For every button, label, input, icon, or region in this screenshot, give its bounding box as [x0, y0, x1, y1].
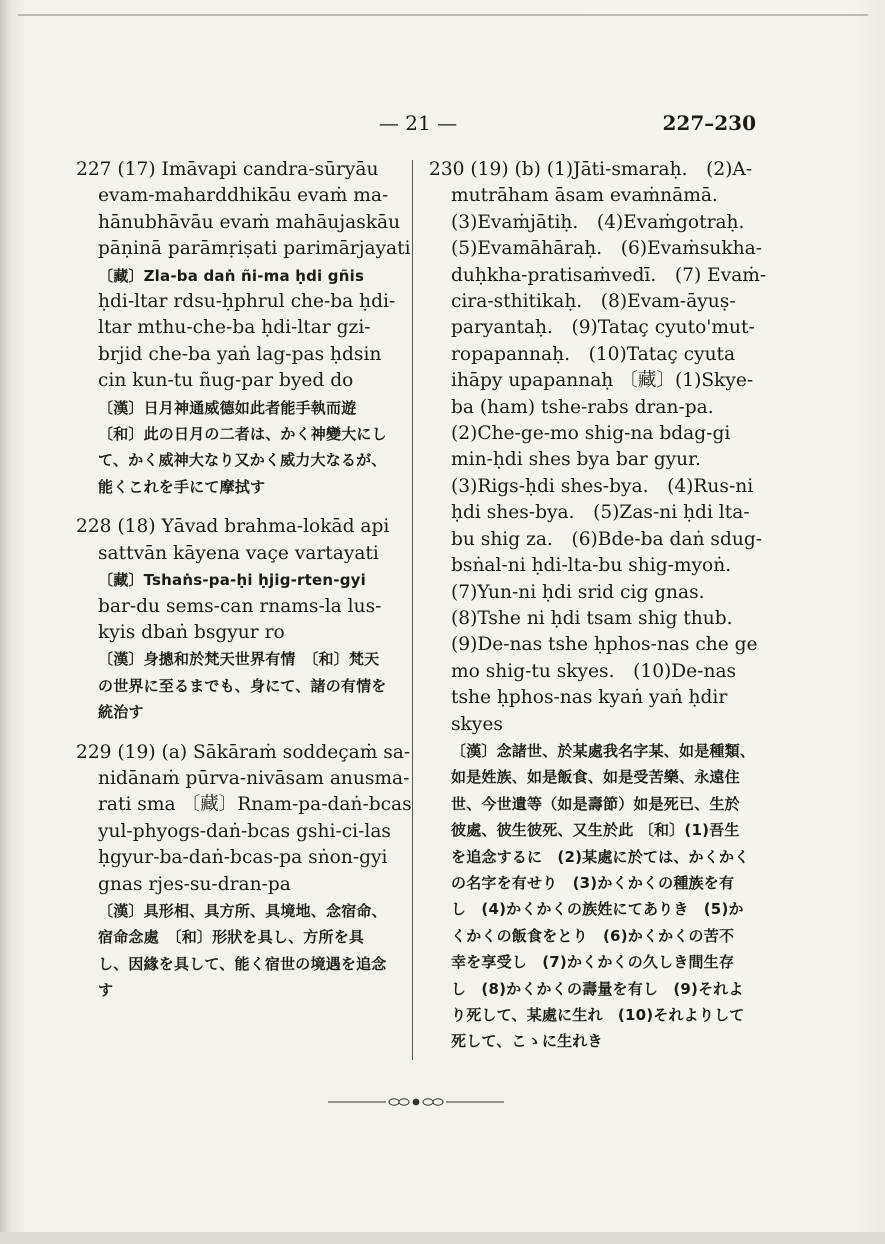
text-line: pāṇinā parāmṛiṣati parimārjayati — [98, 238, 411, 260]
text-line: bsṅal-ni ḥdi-lta-bu shig-myoṅ. — [451, 555, 732, 577]
text-line: し、因緣を具して、能く宿世の境遇を追念 — [98, 954, 387, 973]
text-line: nidānaṁ pūrva-nivāsam anusma- — [98, 767, 410, 789]
column-divider — [412, 160, 413, 1060]
text-line: 統治す — [98, 703, 144, 722]
text-line: ḥgyur-ba-daṅ-bcas-pa sṅon-gyi — [98, 847, 388, 869]
right-column — [429, 157, 767, 1055]
text-line: 幸を享受し (7)かくかくの久しき間生存 — [451, 953, 735, 972]
text-line: 230 (19) (b) (1)Jāti-smaraḥ. (2)A- — [429, 159, 753, 180]
page-number: — 21 — — [378, 111, 458, 135]
text-line: hānubhāvāu evaṁ mahāujaskāu — [98, 211, 401, 233]
text-line: yul-phyogs-daṅ-bcas gshi-ci-las — [98, 820, 391, 842]
text-line: gnas rjes-su-dran-pa — [98, 873, 291, 895]
text-line: ba (ham) tshe-rabs dran-pa. — [451, 396, 714, 418]
text-line: cira-sthitikaḥ. (8)Evam-āyuṣ- — [451, 291, 736, 313]
text-line: tshe ḥphos-nas kyaṅ yaṅ ḥdir — [451, 687, 728, 709]
text-line: bu shig za. (6)Bde-ba daṅ sdug- — [451, 528, 763, 550]
text-line: 〔藏〕Zla-ba daṅ ñi-ma ḥdi gñis — [98, 266, 365, 285]
text-line: (3)Evaṁjātiḥ. (4)Evaṁgotraḥ. — [451, 211, 745, 233]
text-line: sattvān kāyena vaçe vartayati — [98, 542, 379, 564]
text-line: 世、今世遺等（如是壽節）如是死已、生於 — [451, 794, 740, 813]
text-line: paryantaḥ. (9)Tataç cyuto'mut- — [451, 317, 755, 339]
entry-229 — [76, 740, 412, 1004]
text-line: skyes — [451, 713, 503, 735]
entry-230 — [429, 157, 767, 1055]
text-line: 〔漢〕身摠和於梵天世界有情 〔和〕梵天 — [98, 650, 380, 669]
text-line: min-ḥdi shes bya bar gyur. — [451, 449, 701, 471]
text-line: ihāpy upapannaḥ 〔藏〕(1)Skye- — [451, 370, 754, 392]
text-line: 死して、こゝに生れき — [451, 1032, 603, 1051]
text-line: す — [98, 981, 114, 1000]
text-line: 能くこれを手にて摩拭す — [98, 477, 266, 496]
text-line: 〔和〕此の日月の二者は、かく神變大にし — [98, 425, 387, 444]
text-line: duḥkha-pratisaṁvedī. (7) Evaṁ- — [451, 264, 767, 286]
entry-range: 227–230 — [662, 111, 756, 135]
text-line: evam-maharddhikāu evaṁ ma- — [98, 185, 389, 207]
text-line: bar-du sems-can rnams-la lus- — [98, 595, 382, 617]
text-line: mo shig-tu skyes. (10)De-nas — [451, 660, 737, 682]
ornament-divider — [328, 1094, 504, 1110]
text-line: ropapannaḥ. (10)Tataç cyuta — [451, 343, 736, 365]
text-line: (3)Rigs-ḥdi shes-bya. (4)Rus-ni — [451, 475, 754, 497]
text-line: ḥdi-ltar rdsu-ḥphrul che-ba ḥdi- — [98, 291, 396, 313]
text-line: 〔漢〕念諸世、於某處我名字某、如是種類、 — [451, 741, 756, 760]
entry-228 — [76, 514, 406, 725]
text-line: ḥdi shes-bya. (5)Zas-ni ḥdi lta- — [451, 502, 750, 524]
text-line: を追念するに (2)某處に於ては、かくかく — [451, 847, 750, 866]
text-line: (9)De-nas tshe ḥphos-nas che ge — [451, 634, 758, 656]
text-line: 〔漢〕日月神通威德如此者能手執而遊 — [98, 398, 357, 417]
text-line: mutrāham āsam evaṁnāmā. — [451, 185, 718, 207]
text-line: 228 (18) Yāvad brahma-lokād api — [76, 516, 390, 538]
text-line: cin kun-tu ñug-par byed do — [98, 370, 354, 392]
text-line: (5)Evamāhāraḥ. (6)Evaṁsukha- — [451, 238, 762, 260]
text-line: 〔漢〕具形相、具方所、具境地、念宿命、 — [98, 901, 387, 920]
text-line: rati sma 〔藏〕Rnam-pa-daṅ-bcas — [98, 794, 412, 816]
text-line: の名字を有せり (3)かくかくの種族を有 — [451, 873, 735, 892]
text-line: ltar mthu-che-ba ḥdi-ltar gzi- — [98, 317, 371, 339]
top-edge-rule — [18, 14, 868, 16]
text-line: 〔藏〕Tshaṅs-pa-ḥi ḥjig-rten-gyi — [98, 571, 366, 590]
page-header — [78, 111, 756, 135]
text-line: (7)Yun-ni ḥdi srid cig gnas. — [451, 581, 705, 603]
text-line: て、かく威神大なり又かく威力大なるが、 — [98, 451, 387, 470]
text-line: し (4)かくかくの族姓にてありき (5)か — [451, 900, 744, 919]
text-line: brjid che-ba yaṅ lag-pas ḥdsin — [98, 343, 382, 365]
text-line: (2)Che-ge-mo shig-na bdag-gi — [451, 423, 731, 445]
text-line: 227 (17) Imāvapi candra-sūryāu — [76, 159, 379, 180]
text-line: くかくの飯食をとり (6)かくかくの苦不 — [451, 926, 735, 945]
text-line: kyis dbaṅ bsgyur ro — [98, 621, 285, 643]
text-line: 如是姓族、如是飯食、如是受苦樂、永遠住 — [451, 768, 740, 787]
entry-227 — [76, 157, 411, 500]
left-column — [76, 157, 412, 1004]
text-line: り死して、某處に生れ (10)それよりして — [451, 1006, 745, 1024]
text-line: し (8)かくかくの壽量を有し (9)それよ — [451, 979, 744, 998]
text-line: 229 (19) (a) Sākāraṁ soddeçaṁ sa- — [76, 741, 411, 763]
bottom-edge — [0, 1232, 885, 1244]
text-line: 彼處、彼生彼死、又生於此 〔和〕(1)吾生 — [451, 821, 740, 840]
text-line: の世界に至るまでも、身にて、諸の有情を — [98, 676, 387, 695]
text-line: (8)Tshe ni ḥdi tsam shig thub. — [451, 607, 733, 629]
text-line: 宿命念處 〔和〕形狀を具し、方所を具 — [98, 928, 365, 947]
